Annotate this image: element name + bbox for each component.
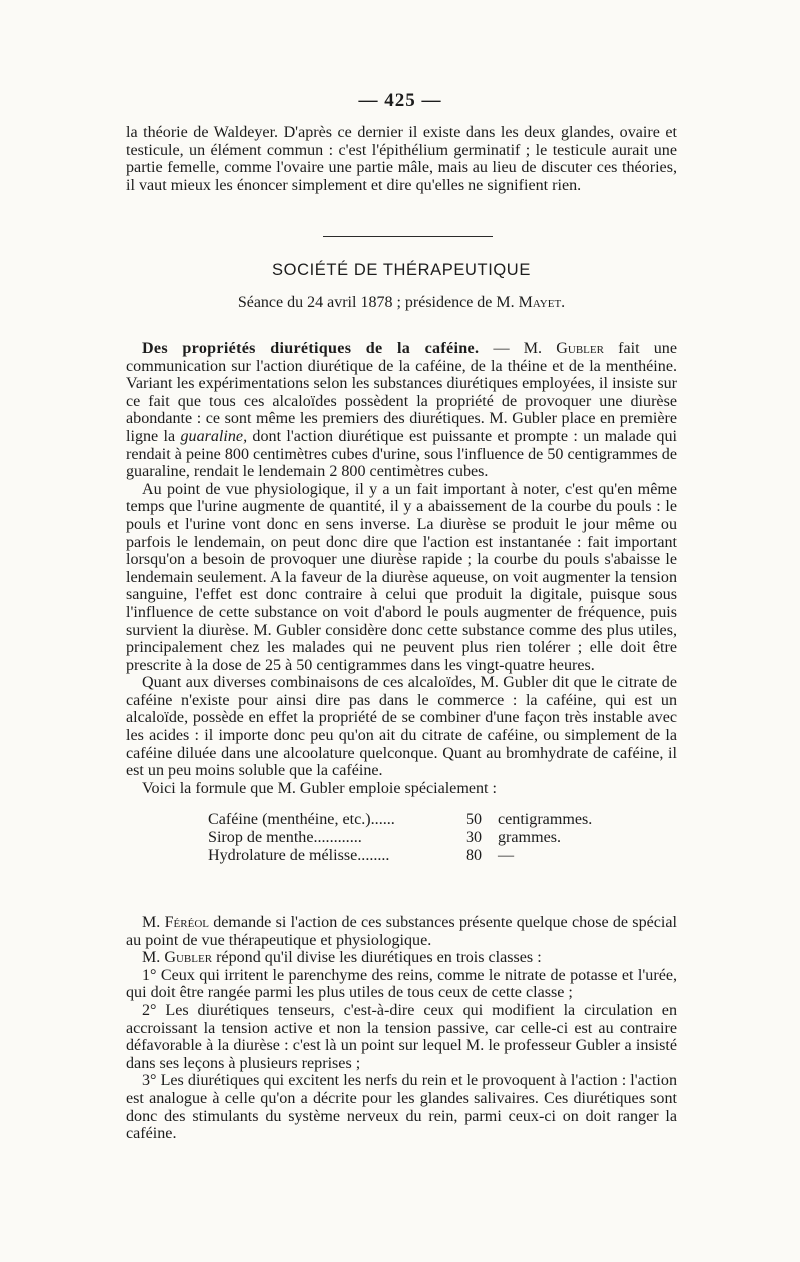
formula-quantity: 80 [466, 846, 483, 864]
paragraph-6 [126, 949, 677, 967]
p1-author: Gubler [556, 340, 604, 357]
formula-ingredient: Sirop de menthe............ [208, 829, 362, 847]
classes-block [126, 914, 677, 1143]
p1-text-b: dont l'action diurétique est puissante et prompte : un malade qui rendait à peine 800 centimètres cubes d'urine, sous l'influence de 50 centigrammes de guaraline, rendait le lendemain 2 800 centimètres cubes. [126, 427, 677, 481]
p6-author: Gubler [164, 949, 213, 967]
intro-block [126, 124, 677, 194]
page-number: — 425 — [358, 90, 442, 111]
formula-ingredient: Caféine (menthéine, etc.)...... [208, 811, 395, 829]
formula-row [126, 829, 677, 847]
paragraph-2: Au point de vue physiologique, il y a un fait important à noter, c'est qu'en même temps que l'urine augmente de quantité, il y a abaissement de la courbe du pouls : le pouls et l'urine vont donc en sens inverse. La diurèse se produit le jour même ou parfois le lendemain, on peut donc dire que l'action est instantanée : fait important lorsqu'on a besoin de provoquer une diurèse rapide ; la courbe du pouls s'abaisse le lendemain seulement. A la faveur de la diurèse aqueuse, on voit augmenter la tension sanguine, l'effet est donc contraire à celui que produit la digitale, puisque sous l'influence de cette substance on voit d'abord le pouls augmenter de fréquence, puis survient la diurèse. M. Gubler considère donc cette substance comme des plus utiles, principalement chez les malades qui ne peuvent plus rien tolérer ; elle doit être prescrite à la dose de 25 à 50 centigrammes dans les vingt-quatre heures. [126, 480, 677, 674]
formula-unit: — [498, 846, 515, 864]
p6-text: répond qu'il divise les diurétiques en trois classes : [212, 949, 542, 967]
section-divider [323, 236, 493, 237]
formula-quantity: 30 [466, 829, 483, 847]
p5-lead: M. [142, 914, 165, 931]
paragraph-5 [126, 914, 677, 949]
p1-guaraline: guaraline, [180, 427, 248, 445]
paragraph-1 [126, 340, 677, 481]
formula-quantity: 50 [466, 811, 483, 829]
main-block [126, 340, 677, 874]
paragraph-9: 3° Les diurétiques qui excitent les nerfs du rein et le provoquent à l'action : l'action est analogue à celle qu'on a décrite pour les glandes salivaires. Ces diurétiques sont donc des stimulants du système nerveux du rein, parmi ceux-ci on doit ranger la caféine. [126, 1072, 677, 1143]
formula-unit: centigrammes. [498, 811, 593, 829]
formula-row [126, 811, 677, 829]
formula-ingredient: Hydrolature de mélisse........ [208, 846, 390, 864]
society-title: SOCIÉTÉ DE THÉRAPEUTIQUE [272, 261, 531, 279]
paragraph-7: 1° Ceux qui irritent le parenchyme des reins, comme le nitrate de potasse et l'urée, qui doit être rangée parmi les plus utiles de tous ceux de cette classe ; [126, 966, 677, 1002]
session-text: Séance du 24 avril 1878 ; présidence de M. [237, 294, 515, 311]
session-president: Mayet. [518, 294, 566, 311]
p1-text-a: fait une communication sur l'action diurétique de la caféine, de la théine et de la menthéine. Variant les expérimentations selon les substances diurétiques employées, il insiste sur ce fait que tous ces alcaloïdes possèdent la propriété de provoquer une diurèse abondante : ce sont même les premiers des diurétiques. M. Gubler place en première ligne la [126, 340, 677, 445]
formula-table [126, 811, 677, 864]
paragraph-4: Voici la formule que M. Gubler emploie spécialement : [142, 779, 498, 797]
session-line [126, 294, 677, 312]
formula-row [126, 847, 677, 865]
p6-lead: M. [142, 949, 165, 967]
paragraph-8: 2° Les diurétiques tenseurs, c'est-à-dire ceux qui modifient la circulation en accroissant la tension active et non la tension passive, car celle-ci est au contraire défavorable à la diurèse : c'est là un point sur lequel M. le professeur Gubler a insisté dans ses leçons à plusieurs reprises ; [126, 1001, 677, 1072]
paragraph-3: Quant aux diverses combinaisons de ces alcaloïdes, M. Gubler dit que le citrate de caféine n'existe pour ainsi dire pas dans le commerce : la caféine, qui est un alcaloïde, possède en effet la propriété de se combiner d'une façon très instable avec les acides : il importe donc peu qu'on ait du citrate de caféine, ou simplement de la caféine diluée dans une alcoolature quelconque. Quant au bromhydrate de caféine, il est un peu moins soluble que la caféine. [126, 674, 677, 780]
intro-paragraph: la théorie de Waldeyer. D'après ce dernier il existe dans les deux glandes, ovaire et testicule, un élément commun : c'est l'épithélium germinatif ; le testicule aurait une partie femelle, comme l'ovaire une partie mâle, mais au lieu de discuter ces théories, il vaut mieux les énoncer simplement et dire qu'elles ne signifient rien. [126, 124, 677, 194]
formula-unit: grammes. [498, 829, 562, 847]
p1-dash: — M. [479, 340, 557, 357]
p5-author: Féréol [164, 914, 209, 931]
p5-text: demande si l'action de ces substances présente quelque chose de spécial au point de vue thérapeutique et physiologique. [126, 914, 677, 949]
section-heading: Des propriétés diurétiques de la caféine. [142, 340, 480, 357]
